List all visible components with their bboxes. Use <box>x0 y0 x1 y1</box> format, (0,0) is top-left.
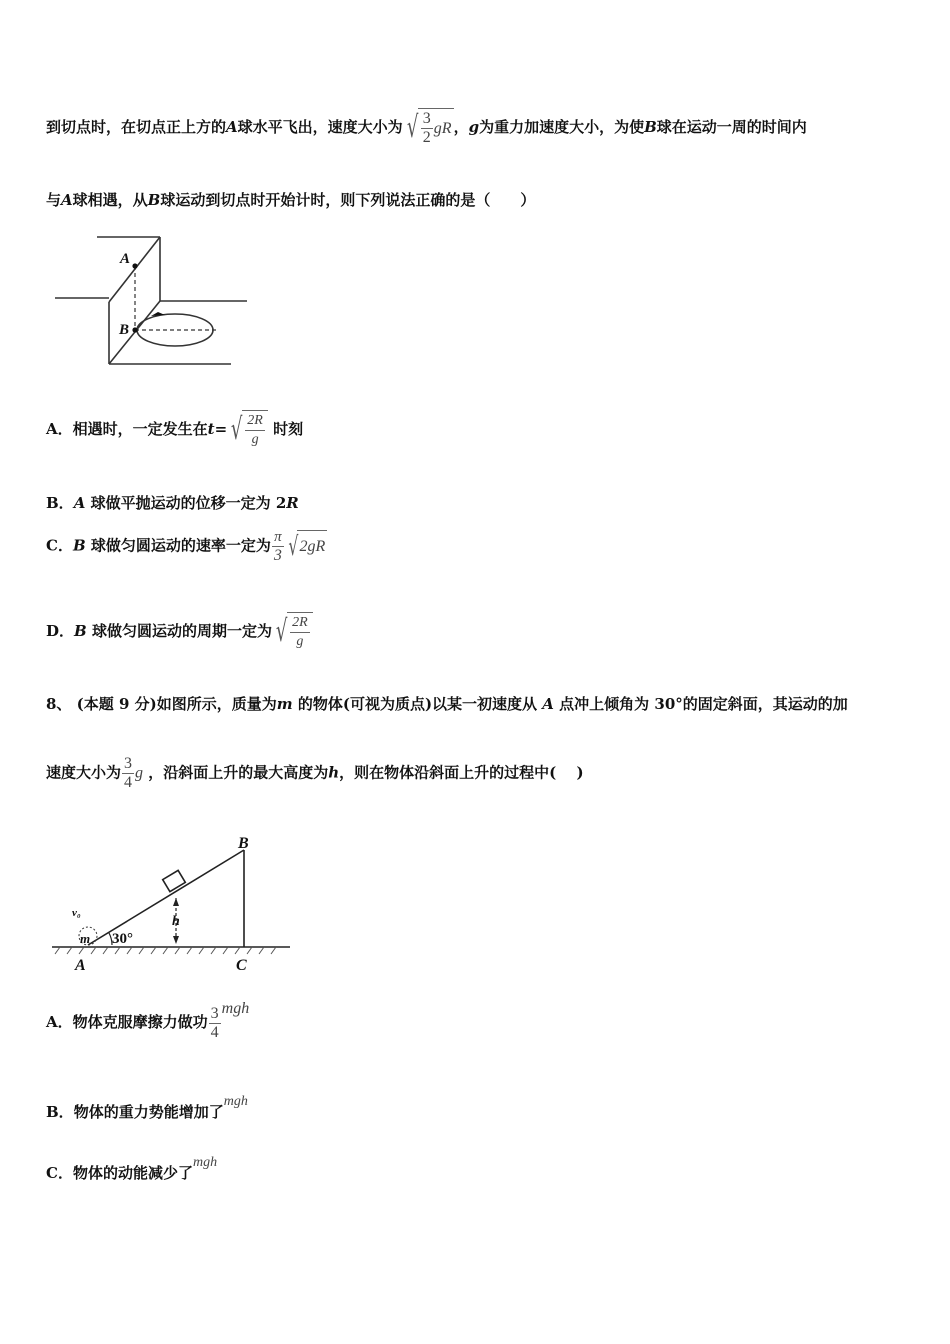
text: ， <box>453 118 469 136</box>
frac-num: 3 <box>210 1004 219 1022</box>
frac-num: 2R <box>290 614 310 633</box>
fig-angle: 30° <box>112 931 133 947</box>
option-text: 球做匀圆运动的速率一定为 <box>90 536 271 555</box>
ball-label: A <box>73 494 86 512</box>
fig-label-c: C <box>236 957 247 974</box>
q8-option-a <box>46 1000 249 1042</box>
option-label: C． <box>46 536 73 555</box>
option-text: 相遇时，一定发生在 <box>72 420 208 438</box>
ball-a-label: A <box>226 118 238 136</box>
q7-option-a <box>46 410 303 450</box>
text: 与 <box>46 191 62 209</box>
text: 球运动到切点时开始计时，则下列说法正确的是（ ） <box>160 191 536 209</box>
option-label: A． <box>46 1013 73 1031</box>
text: 到切点时，在切点正上方的 <box>46 118 227 136</box>
fig-label-m: m <box>80 931 91 946</box>
q7-figure <box>55 232 255 372</box>
value: 2 <box>275 494 287 512</box>
option-label: B． <box>46 494 74 512</box>
option-label: B． <box>46 1103 74 1121</box>
option-c-sqrt: √ 2gR <box>288 531 326 562</box>
ball-b-label: B <box>644 118 657 136</box>
q7-option-b <box>46 492 299 513</box>
option-text: 球做平抛运动的位移一定为 <box>90 494 271 512</box>
option-a-sqrt: √ $\frac{2R}{g}$ <box>227 410 268 450</box>
text: ，则在物体沿斜面上升的过程中( ) <box>339 763 584 782</box>
text: 球在运动一周的时间内 <box>656 118 807 136</box>
text: ，沿斜面上升的最大高度为 <box>148 763 329 782</box>
m-symbol: m <box>276 695 293 713</box>
frac-den: 4 <box>124 774 133 791</box>
point-a-label: A <box>542 695 554 713</box>
speed-sqrt: √ $\frac{3}{2}$ gR <box>406 110 452 146</box>
expr: mgh <box>223 1094 248 1109</box>
text: 8、 (本题 9 分)如图所示，质量为 <box>46 695 277 713</box>
h-symbol: h <box>328 763 340 782</box>
fig-label-h: h <box>172 914 180 929</box>
t-symbol: t <box>207 420 215 438</box>
ball-label: B <box>72 536 86 555</box>
frac-num: 3 <box>422 110 431 127</box>
frac-den: 4 <box>210 1023 219 1041</box>
option-label: C． <box>46 1164 73 1182</box>
arrow-down-icon <box>173 936 179 944</box>
ball-b-label: B <box>147 191 161 209</box>
ball-b-dot <box>132 327 137 332</box>
option-text: 球做匀圆运动的周期一定为 <box>91 622 272 640</box>
r-symbol: R <box>286 494 299 512</box>
q8-line-1 <box>46 693 848 714</box>
option-label: A． <box>46 420 73 438</box>
fig-label-b: B <box>119 322 130 338</box>
q8-option-b <box>46 1094 248 1122</box>
g-symbol: g <box>135 764 144 782</box>
q8-figure <box>50 832 295 980</box>
frac-den: 2 <box>422 129 431 146</box>
q8-line-2 <box>46 755 584 792</box>
text: 点冲上倾角为 30°的固定斜面，其运动的加 <box>559 695 848 713</box>
option-d-sqrt: √ $\frac{2R}{g}$ <box>272 612 313 652</box>
q8-option-c <box>46 1155 217 1183</box>
sqrt-body: 2gR <box>297 530 327 564</box>
q7-line-1 <box>46 108 807 148</box>
option-text: 物体的重力势能增加了 <box>73 1103 224 1121</box>
fig-label-a: A <box>75 957 86 974</box>
frac-num: 2R <box>245 412 265 431</box>
text: 的物体(可视为质点)以某一初速度从 <box>297 695 538 713</box>
frac-den: 3 <box>273 547 282 564</box>
text: 为重力加速度大小，为使 <box>479 118 645 136</box>
q7-option-d <box>46 612 313 652</box>
option-tail: 时刻 <box>273 420 304 438</box>
text: 球水平飞出，速度大小为 <box>237 118 403 136</box>
ball-a-dot <box>132 263 137 268</box>
expr: mgh <box>192 1155 218 1170</box>
speed-tail: gR <box>433 119 452 137</box>
fig-label-a: A <box>120 251 131 267</box>
fig-label-b: B <box>238 835 249 852</box>
text: 速度大小为 <box>46 763 122 782</box>
ball-label: B <box>74 622 87 640</box>
text: 球相遇，从 <box>72 191 148 209</box>
frac-den: g <box>296 634 304 649</box>
q7-option-c <box>46 528 327 565</box>
g-symbol: g <box>468 118 480 136</box>
option-label: D． <box>46 622 75 640</box>
eq: = <box>214 420 228 438</box>
fig-label-v0: v₀ <box>72 907 81 919</box>
ball-a-label: A <box>61 191 73 209</box>
frac-num: 3 <box>124 755 133 772</box>
expr: mgh <box>221 1000 250 1017</box>
frac-num: π <box>274 529 282 545</box>
q7-line-2 <box>46 189 535 210</box>
arrow-up-icon <box>173 898 179 906</box>
frac-den: g <box>251 432 259 447</box>
option-text: 物体克服摩擦力做功 <box>72 1013 208 1031</box>
option-text: 物体的动能减少了 <box>72 1164 193 1182</box>
